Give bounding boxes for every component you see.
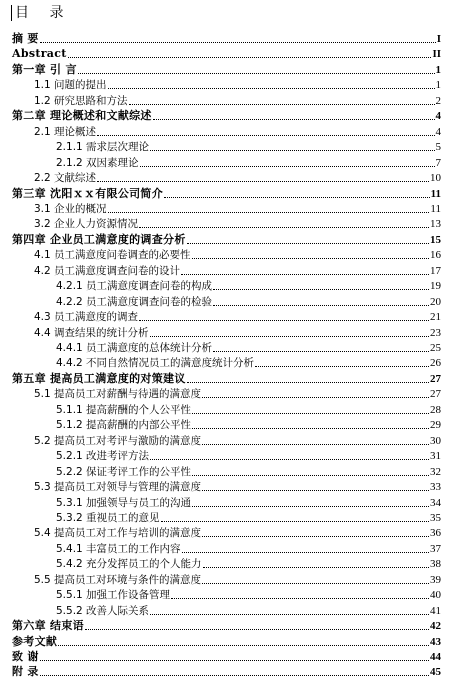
toc-entry[interactable] [34,92,441,107]
toc-entry-title: Abstract [12,47,67,61]
toc-entry[interactable] [56,339,441,354]
toc-entry-title: 1.2 研究思路和方法 [34,94,128,107]
toc-entry[interactable] [34,385,441,400]
toc-entry[interactable] [12,185,441,200]
dot-leader [78,73,435,74]
dot-leader [85,629,429,630]
toc-entry-page-number: 35 [430,511,441,524]
toc-entry-page-number: 21 [430,311,441,324]
toc-entry-page-number: 19 [430,280,441,293]
toc-entry-title: 4.4 调查结果的统计分析 [34,326,149,339]
toc-entry[interactable] [34,262,441,277]
toc-entry-title: 2.1.1 需求层次理论 [56,141,150,154]
toc-entry-page-number: 44 [430,651,441,663]
dot-leader [150,459,429,460]
toc-entry-title: 1.1 问题的提出 [34,79,107,92]
toc-entry-page-number: 5 [435,141,441,154]
toc-entry-page-number: 31 [430,450,441,463]
toc-entry[interactable] [34,76,441,91]
toc-entry-page-number: 43 [430,635,441,648]
dot-leader [108,212,430,213]
toc-entry-title: 4.2 员工满意度调查问卷的设计 [34,264,181,277]
toc-entry[interactable] [12,107,441,122]
toc-entry[interactable] [12,648,441,663]
toc-entry-title: 5.3.1 加强领导与员工的沟通 [56,496,192,509]
toc-entry-page-number: 2 [435,94,441,107]
toc-entry-title: 致 谢 [12,650,39,663]
toc-entry-page-number: 1 [435,79,441,92]
dot-leader [203,567,429,568]
dot-leader [202,536,429,537]
dot-leader [153,119,435,120]
dot-leader [161,521,429,522]
toc-entry-page-number: 42 [430,620,441,633]
toc-entry-page-number: I [436,33,441,45]
toc-entry[interactable] [34,169,441,184]
toc-entry-title: 第一章 引 言 [12,62,77,76]
toc-entry[interactable] [34,324,441,339]
toc-entry-title: 5.5 提高员工对环境与条件的满意度 [34,573,202,586]
dot-leader [164,197,430,198]
toc-entry[interactable] [34,524,441,539]
toc-entry-title: 5.4.2 充分发挥员工的个人能力 [56,558,202,571]
dot-leader [192,258,429,259]
toc-entry-page-number: 39 [430,573,441,586]
dot-leader [58,645,429,646]
dot-leader [129,104,435,105]
toc-entry[interactable] [34,432,441,447]
toc-entry[interactable] [34,571,441,586]
dot-leader [150,614,429,615]
toc-entry[interactable] [34,308,441,323]
toc-entry[interactable] [34,246,441,261]
toc-entry-page-number: 34 [430,496,441,509]
toc-entry[interactable] [56,416,441,431]
toc-entry-title: 第三章 沈阳ｘｘ有限公司简介 [12,186,164,200]
toc-entry-page-number: 17 [430,264,441,277]
toc-entry[interactable] [56,293,441,308]
dot-leader [202,444,429,445]
dot-leader [150,150,434,151]
toc-entry-page-number: 36 [430,527,441,540]
toc-entry-page-number: 13 [430,218,441,231]
toc-entry-title: 第五章 提高员工满意度的对策建议 [12,371,186,385]
toc-entry-title: 参考文献 [12,634,58,648]
toc-entry-title: 2.2 文献综述 [34,172,97,185]
toc-entry[interactable] [56,509,441,524]
toc-entry-page-number: 32 [430,465,441,478]
toc-entry-title: 4.4.1 员工满意度的总体统计分析 [56,342,213,354]
toc-entry[interactable] [12,663,441,678]
toc-entry-title: 5.4.1 丰富员工的工作内容 [56,542,181,555]
dot-leader [40,675,429,676]
dot-leader [139,227,429,228]
toc-entry[interactable] [12,30,441,45]
toc-entry[interactable] [34,123,441,138]
toc-entry-title: 5.5.2 改善人际关系 [56,604,150,617]
toc-entry-title: 2.1 理论概述 [34,125,97,138]
toc-entry-page-number: 10 [430,172,441,185]
toc-entry-page-number: 25 [430,342,441,354]
toc-entry[interactable] [56,154,441,169]
toc-entry[interactable] [56,586,441,601]
toc-entry-title: 4.4.2 不同自然情况员工的满意度统计分析 [56,357,255,370]
toc-entry-page-number: 37 [430,542,441,555]
toc-entry[interactable] [56,447,441,462]
toc-entry[interactable] [56,602,441,617]
dot-leader [171,598,429,599]
toc-entry-page-number: 30 [430,434,441,447]
toc-entry-title: 3.1 企业的概况 [34,202,107,215]
dot-leader [213,351,429,352]
toc-entry-page-number: 11 [430,202,441,215]
dot-leader [192,475,429,476]
page-title: 目 录 [11,5,71,21]
toc-entry-page-number: 27 [430,372,441,385]
dot-leader [68,57,432,58]
toc-entry-title: 5.1.2 提高薪酬的内部公平性 [56,419,192,432]
dot-leader [202,490,429,491]
toc-entry-title: 4.1 员工满意度问卷调查的必要性 [34,249,191,262]
dot-leader [192,506,429,507]
toc-entry-title: 5.2 提高员工对考评与激励的满意度 [34,434,202,447]
dot-leader [213,305,429,306]
toc-entry[interactable] [56,494,441,509]
toc-entry[interactable] [56,138,441,153]
toc-entry[interactable] [56,401,441,416]
toc-entry[interactable] [12,231,441,246]
toc-entry-page-number: 29 [430,419,441,432]
dot-leader [181,274,429,275]
toc-entry-page-number: II [432,48,441,61]
dot-leader [255,366,429,367]
toc-entry[interactable] [56,354,441,369]
dot-leader [40,660,429,661]
toc-entry[interactable] [12,61,441,76]
dot-leader [150,336,429,337]
dot-leader [202,583,429,584]
dot-leader [139,320,429,321]
toc-entry-page-number: 33 [430,481,441,494]
toc-entry-page-number: 4 [435,110,441,123]
dot-leader [192,413,429,414]
toc-entry-page-number: 28 [430,403,441,416]
toc-entry[interactable] [56,277,441,292]
toc-entry[interactable] [56,463,441,478]
toc-entry-page-number: 27 [430,388,441,401]
toc-entry-page-number: 15 [430,233,441,246]
toc-entry-title: 5.2.2 保证考评工作的公平性 [56,465,192,478]
toc-entry-page-number: 1 [435,63,441,76]
dot-leader [40,42,436,43]
dot-leader [187,382,429,383]
toc-entry-title: 第二章 理论概述和文献综述 [12,109,152,123]
toc-entry-title: 5.3.2 重视员工的意见 [56,511,160,524]
toc-entry-page-number: 23 [430,326,441,339]
toc-entry[interactable] [34,478,441,493]
dot-leader [192,428,429,429]
dot-leader [202,397,429,398]
toc-entry[interactable] [34,200,441,215]
toc-entry[interactable] [12,45,441,60]
toc-entry-title: 2.1.2 双因素理论 [56,156,139,169]
toc-entry-page-number: 16 [430,249,441,262]
toc-entry-page-number: 4 [435,125,441,138]
toc-entry[interactable] [12,370,441,385]
toc-entry[interactable] [34,215,441,230]
dot-leader [213,289,429,290]
dot-leader [140,166,435,167]
dot-leader [108,88,435,89]
toc-entry-title: 3.2 企业人力资源情况 [34,218,139,231]
toc-entry-page-number: 7 [435,156,441,169]
toc-entry[interactable] [12,617,441,632]
toc-entry-title: 第四章 企业员工满意度的调查分析 [12,232,186,246]
toc-entry-page-number: 40 [430,589,441,602]
toc-entry-title: 5.5.1 加强工作设备管理 [56,589,171,602]
toc-entry-page-number: 26 [430,357,441,370]
dot-leader [97,181,429,182]
toc-entry-title: 5.4 提高员工对工作与培训的满意度 [34,527,202,540]
toc-entry-page-number: 45 [430,666,441,679]
toc-entry-title: 第六章 结束语 [12,619,84,633]
toc-entry-page-number: 38 [430,558,441,571]
dot-leader [182,552,429,553]
toc-entry[interactable] [56,540,441,555]
toc-entry-title: 摘 要 [12,32,39,45]
toc-entry-title: 4.2.1 员工满意度调查问卷的构成 [56,280,213,293]
toc-entry-title: 附 录 [12,665,39,679]
toc-entry[interactable] [56,555,441,570]
toc-entry-page-number: 11 [430,187,441,200]
toc-entry-title: 4.3 员工满意度的调查 [34,311,139,324]
toc-entry-title: 5.3 提高员工对领导与管理的满意度 [34,481,202,494]
dot-leader [187,243,429,244]
toc-entry-title: 5.2.1 改进考评方法 [56,450,150,463]
dot-leader [97,135,434,136]
toc-entry-page-number: 41 [430,604,441,617]
toc-entry-title: 4.2.2 员工满意度调查问卷的检验 [56,295,213,308]
toc-entry-title: 5.1.1 提高薪酬的个人公平性 [56,403,192,416]
toc-entry-page-number: 20 [430,295,441,308]
toc-entry-title: 5.1 提高员工对薪酬与待遇的满意度 [34,388,202,401]
toc-entry[interactable] [12,633,441,648]
